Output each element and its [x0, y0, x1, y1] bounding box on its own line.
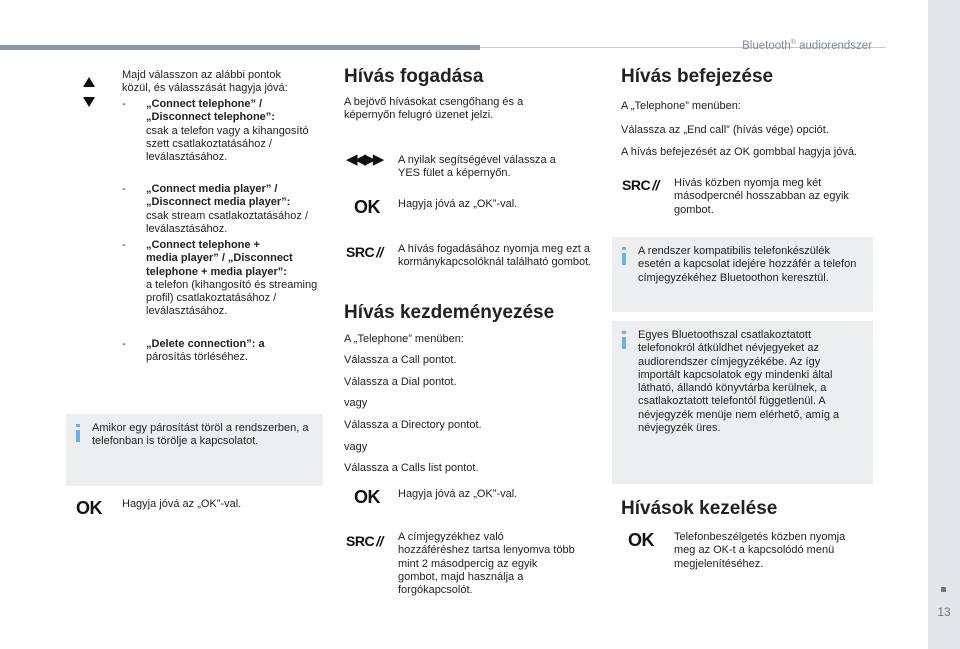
- page-header: Bluetooth® audiorendszer: [742, 39, 872, 52]
- heading-call-initiate: Hívás kezdeményezése: [344, 302, 555, 323]
- initiate-line-4: vagy: [344, 397, 368, 409]
- initiate-line-2: Válassza a Call pontot.: [344, 354, 457, 366]
- initiate-src-text: A címjegyzékhez való hozzáféréshez tartsa lenyomva több mint 2 másodpercig az egyik gombot, majd használja a forgókapcsolót.: [398, 531, 575, 597]
- answer-intro: A bejövő hívásokat csengőhang és a képernyőn felugró üzenet jelzi.: [344, 96, 524, 122]
- heading-call-management: Hívások kezelése: [621, 498, 778, 519]
- initiate-ok-text: Hagyja jóvá az „OK”-val.: [398, 488, 518, 500]
- manage-ok-text: Telefonbeszélgetés közben nyomja meg az OK-t a kapcsolódó menü megjelenítéséhez.: [674, 531, 846, 570]
- note-delete-pairing: [66, 414, 323, 486]
- info-icon-bar: [76, 430, 80, 442]
- end-src-text: Hívás közben nyomja meg két másodpercnél hosszabban az egyik gombot.: [674, 177, 849, 216]
- info-icon-bar: [622, 337, 626, 349]
- list-item-connect-telephone: „Connect telephone” / „Disconnect telephone”: csak a telefon vagy a kihangosító szett csatlakoztatásához / leválasztásához.: [146, 98, 309, 164]
- header-bar: [0, 45, 480, 50]
- ok-button-icon: OK: [354, 197, 380, 217]
- end-line-1: A „Telephone” menüben:: [621, 100, 741, 112]
- info-icon: [622, 247, 626, 250]
- list-item-connect-media-player: „Connect media player” / „Disconnect media player”: csak stream csatlakoztatásához / leválasztásához.: [146, 183, 309, 235]
- end-line-2: Válassza az „End call” (hívás vége) opciót.: [621, 124, 829, 136]
- list-item-delete-connection: „Delete connection”: a párosítás törléséhez.: [146, 338, 265, 364]
- list-item-connect-both: „Connect telephone + media player” / „Disconnect telephone + media player”: a telefon (kihangosító és streaming profil) csatlakoztatásához / leválasztásához.: [146, 239, 318, 318]
- note-text: A rendszer kompatibilis telefonkészülék esetén a kapcsolat idejére hozzáfér a telefon címjegyzékéhez Bluetoothon keresztül.: [638, 245, 857, 284]
- initiate-line-7: Válassza a Calls list pontot.: [344, 462, 479, 474]
- continue-marker: [941, 587, 946, 592]
- heading-call-answer: Hívás fogadása: [344, 66, 484, 87]
- up-arrow-icon: [83, 77, 95, 87]
- note-contact-import: [612, 321, 873, 484]
- initiate-line-5: Válassza a Directory pontot.: [344, 419, 482, 431]
- page-number: 13: [937, 605, 951, 619]
- src-button-icon: SRC //: [346, 244, 383, 260]
- info-icon: [76, 424, 80, 427]
- ok-button-icon: OK: [76, 498, 102, 518]
- heading-call-end: Hívás befejezése: [621, 66, 774, 87]
- src-button-icon: SRC //: [622, 177, 659, 193]
- end-line-3: A hívás befejezését az OK gombbal hagyja jóvá.: [621, 146, 858, 158]
- note-phonebook-access: [612, 237, 873, 312]
- list-dash: -: [122, 183, 126, 195]
- info-icon-bar: [622, 253, 626, 265]
- answer-src-text: A hívás fogadásához nyomja meg ezt a kormánykapcsolóknál található gombot.: [398, 243, 592, 269]
- info-icon: [622, 331, 626, 334]
- initiate-line-3: Válassza a Dial pontot.: [344, 376, 457, 388]
- src-button-icon: SRC //: [346, 533, 383, 549]
- col1-ok-text: Hagyja jóvá az „OK”-val.: [122, 498, 242, 510]
- answer-arrows-text: A nyilak segítségével válassza a YES fület a képernyőn.: [398, 154, 556, 180]
- left-right-arrows-icon: ◀◀ ▶▶: [346, 151, 382, 168]
- ok-button-icon: OK: [628, 530, 654, 550]
- list-dash: -: [122, 98, 126, 110]
- note-text: Amikor egy párosítást töröl a rendszerben, a telefonban is törölje a kapcsolatot.: [92, 422, 309, 448]
- list-dash: -: [122, 239, 126, 251]
- initiate-line-1: A „Telephone” menüben:: [344, 333, 464, 345]
- col1-intro: Majd válasszon az alábbi pontok közül, és válasszását hagyja jóvá:: [122, 69, 288, 95]
- list-dash: -: [122, 338, 126, 350]
- initiate-line-6: vagy: [344, 441, 368, 453]
- side-tab: [928, 0, 960, 649]
- answer-ok-text: Hagyja jóvá az „OK”-val.: [398, 198, 518, 210]
- down-arrow-icon: [83, 97, 95, 107]
- note-text: Egyes Bluetoothszal csatlakoztatott telefonokról átküldhet névjegyeket az audiorendszer címjegyzékébe. Az így importált kapcsolatok egy mindenki által látható, állandó könyvtárba kerülnek, a csatlakoztatott telefontól függetlenül. A névjegyzék menüje nem elérhető, amíg a névjegyzék üres.: [638, 329, 840, 435]
- ok-button-icon: OK: [354, 487, 380, 507]
